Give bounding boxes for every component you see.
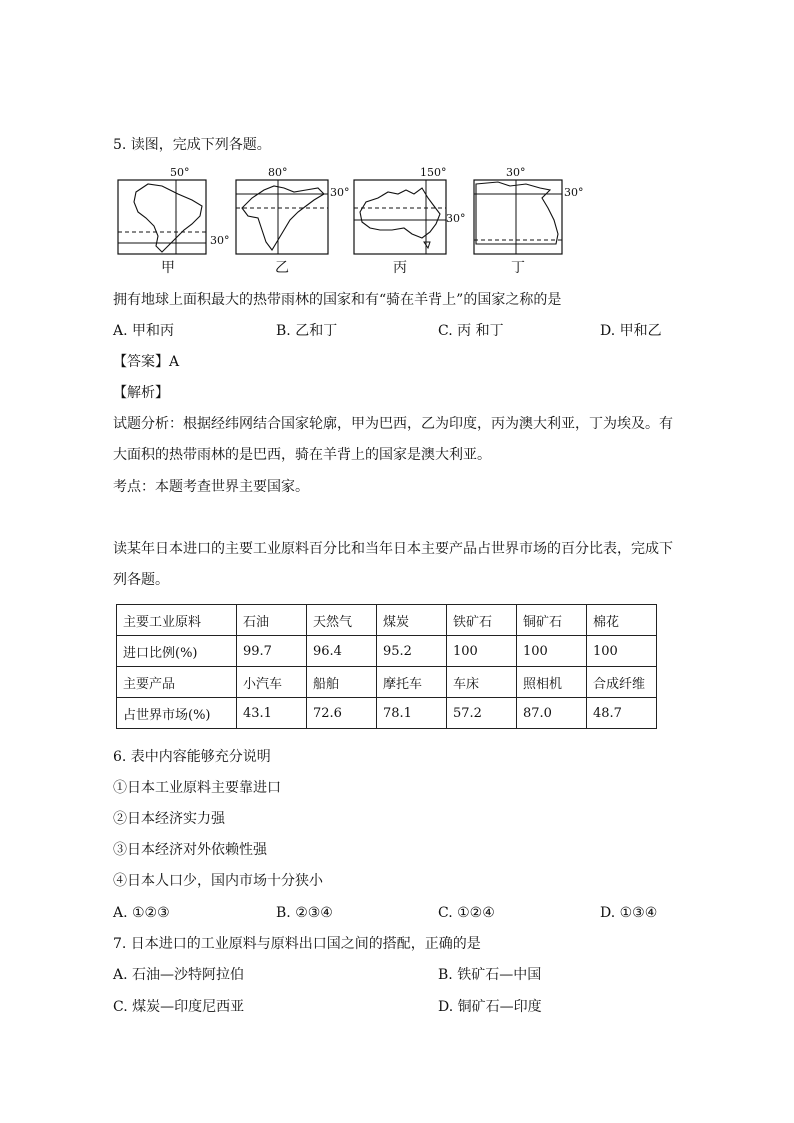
map-jia — [112, 166, 230, 276]
q6-option-b[interactable]: B. ②③④ — [276, 905, 333, 921]
q7-option-b[interactable]: B. 铁矿石—中国 — [438, 967, 542, 983]
table-cell: 43.1 — [237, 698, 307, 729]
map-bing — [350, 166, 466, 276]
japan-data-table — [116, 604, 657, 729]
table-cell: 99.7 — [237, 636, 307, 667]
table-cell: 铁矿石 — [447, 605, 517, 636]
map-yi-label: 乙 — [275, 260, 289, 276]
q5-analysis: 试题分析：根据经纬网结合国家轮廓，甲为巴西，乙为印度，丙为澳大利亚，丁为埃及。有大面积的热带雨林的是巴西，骑在羊背上的国家是澳大利亚。 — [113, 416, 673, 463]
map-bing-lat: 30° — [446, 212, 466, 225]
q5-point: 考点：本题考查世界主要国家。 — [113, 479, 309, 495]
table-cell: 主要产品 — [117, 667, 237, 698]
q5-option-d[interactable]: D. 甲和乙 — [600, 323, 662, 339]
table-cell: 96.4 — [307, 636, 377, 667]
q7-option-a[interactable]: A. 石油—沙特阿拉伯 — [113, 967, 245, 983]
table-row — [117, 636, 657, 667]
q5-option-a[interactable]: A. 甲和丙 — [113, 323, 175, 339]
table-cell: 100 — [517, 636, 587, 667]
table-cell: 煤炭 — [377, 605, 447, 636]
q6-item-4: ④日本人口少，国内市场十分狭小 — [113, 873, 323, 889]
map-jia-lat: 30° — [210, 234, 230, 247]
q6-option-a[interactable]: A. ①②③ — [113, 905, 170, 921]
map-jia-lon: 50° — [170, 166, 190, 179]
table-cell: 78.1 — [377, 698, 447, 729]
map-jia-label: 甲 — [161, 260, 175, 276]
egypt-map-icon — [470, 168, 570, 258]
map-yi-lon: 80° — [268, 166, 288, 179]
table-intro: 读某年日本进口的主要工业原料百分比和当年日本主要产品占世界市场的百分比表，完成下列各题。 — [113, 541, 673, 588]
table-cell: 车床 — [447, 667, 517, 698]
table-row — [117, 698, 657, 729]
table-cell: 95.2 — [377, 636, 447, 667]
table-cell: 87.0 — [517, 698, 587, 729]
australia-map-icon — [350, 168, 450, 258]
map-bing-label: 丙 — [393, 260, 407, 276]
q6-option-c[interactable]: C. ①②④ — [438, 905, 495, 921]
map-ding-lat: 30° — [564, 186, 584, 199]
map-ding — [470, 166, 584, 276]
q6-option-d[interactable]: D. ①③④ — [600, 905, 658, 921]
q6-item-3: ③日本经济对外依赖性强 — [113, 842, 267, 858]
table-row — [117, 605, 657, 636]
table-cell: 主要工业原料 — [117, 605, 237, 636]
q5-question: 拥有地球上面积最大的热带雨林的国家和有“骑在羊背上”的国家之称的是 — [113, 292, 562, 308]
q5-option-b[interactable]: B. 乙和丁 — [276, 323, 338, 339]
map-ding-label: 丁 — [511, 260, 525, 276]
table-cell: 棉花 — [587, 605, 657, 636]
q6-stem: 6. 表中内容能够充分说明 — [113, 749, 271, 765]
table-cell: 摩托车 — [377, 667, 447, 698]
table-cell: 进口比例(%) — [117, 636, 237, 667]
table-cell: 小汽车 — [237, 667, 307, 698]
q6-item-1: ①日本工业原料主要靠进口 — [113, 780, 281, 796]
q5-stem: 5. 读图，完成下列各题。 — [113, 137, 271, 153]
q7-option-d[interactable]: D. 铜矿石—印度 — [438, 999, 542, 1015]
q5-answer: 【答案】A — [113, 354, 180, 370]
table-cell: 合成纤维 — [587, 667, 657, 698]
q5-analysis-title: 【解析】 — [113, 385, 169, 401]
map-yi-lat: 30° — [330, 186, 350, 199]
india-map-icon — [232, 168, 332, 258]
table-cell: 占世界市场(%) — [117, 698, 237, 729]
brazil-map-icon — [112, 168, 212, 258]
table-cell: 57.2 — [447, 698, 517, 729]
map-bing-lon: 150° — [420, 166, 447, 179]
table-cell: 石油 — [237, 605, 307, 636]
map-yi — [232, 166, 350, 276]
table-cell: 船舶 — [307, 667, 377, 698]
table-cell: 天然气 — [307, 605, 377, 636]
table-cell: 100 — [447, 636, 517, 667]
q7-option-c[interactable]: C. 煤炭—印度尼西亚 — [113, 999, 245, 1015]
q6-item-2: ②日本经济实力强 — [113, 811, 225, 827]
table-cell: 100 — [587, 636, 657, 667]
table-cell: 铜矿石 — [517, 605, 587, 636]
table-row — [117, 667, 657, 698]
table-cell: 照相机 — [517, 667, 587, 698]
map-ding-lon: 30° — [506, 166, 526, 179]
table-cell: 48.7 — [587, 698, 657, 729]
q7-stem: 7. 日本进口的工业原料与原料出口国之间的搭配，正确的是 — [113, 936, 481, 952]
table-cell: 72.6 — [307, 698, 377, 729]
q5-option-c[interactable]: C. 丙 和丁 — [438, 323, 504, 339]
